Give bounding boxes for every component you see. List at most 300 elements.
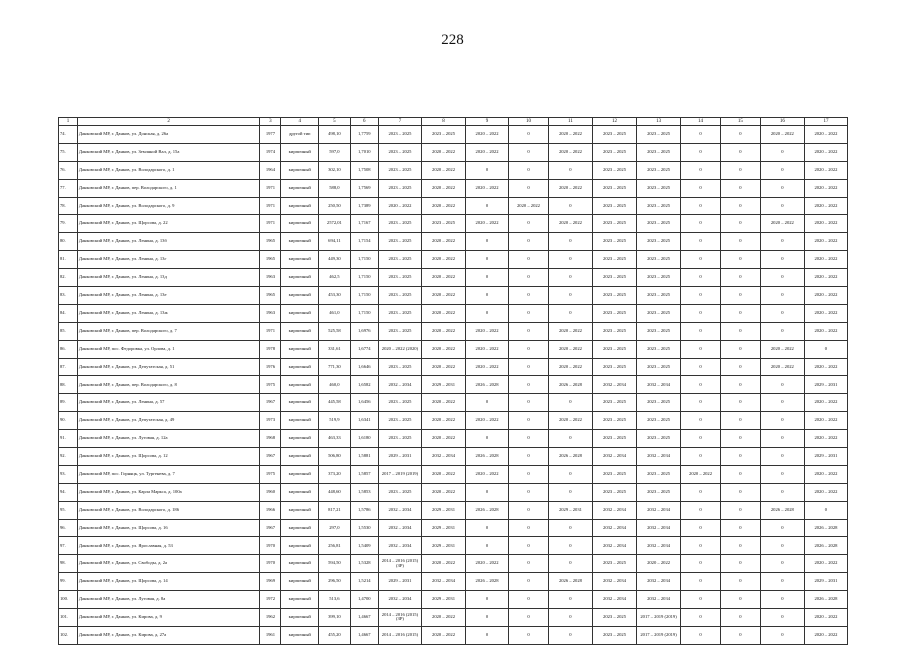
table-cell: 2020 – 2022 (421, 394, 465, 412)
table-cell: 2020 – 2022 (804, 287, 847, 305)
table-cell: 2032 – 2034 (592, 519, 636, 537)
table-cell: 0 (681, 358, 721, 376)
table-cell: 2026 – 2028 (466, 501, 509, 519)
table-cell: 1,7167 (350, 215, 378, 233)
table-cell: кирпичный (281, 161, 319, 179)
table-cell: 2020 – 2022 (466, 215, 509, 233)
table-cell: 0 (509, 465, 549, 483)
table-cell: 0 (720, 340, 760, 358)
table-cell: 0 (548, 430, 592, 448)
table-cell: 0 (548, 304, 592, 322)
table-row (59, 287, 848, 305)
table-cell: 2023 – 2025 (421, 215, 465, 233)
table-cell: 0 (760, 304, 804, 322)
table-cell: 102. (59, 626, 78, 644)
table-cell: 1,5409 (350, 537, 378, 555)
table-cell: 2020 – 2022 (466, 555, 509, 573)
table-cell: 0 (466, 483, 509, 501)
address-cell: Данковский МР, г. Данков, ул. Щорсова, д. 14 (77, 573, 260, 591)
table-cell: 0 (509, 519, 549, 537)
table-cell: 2023 – 2025 (637, 340, 681, 358)
table-cell: 0 (804, 340, 847, 358)
column-header: 14 (681, 118, 721, 126)
table-cell: 2023 – 2025 (592, 161, 636, 179)
address-cell: Данковский МР, пос. Федоровка, ул. Орлова, д. 1 (77, 340, 260, 358)
table-cell: 2023 – 2025 (378, 322, 421, 340)
table-cell: 2023 – 2025 (378, 126, 421, 144)
table-cell: кирпичный (281, 340, 319, 358)
table-cell: 101. (59, 609, 78, 627)
table-cell: 373,20 (319, 465, 350, 483)
table-cell: 0 (681, 340, 721, 358)
table-row (59, 322, 848, 340)
table-cell: 1970 (260, 555, 281, 573)
table-cell: 1,7508 (350, 161, 378, 179)
table-row (59, 483, 848, 501)
table-cell: 0 (681, 501, 721, 519)
table-cell: 88. (59, 376, 78, 394)
table-cell: 0 (760, 448, 804, 466)
table-cell: 1973 (260, 412, 281, 430)
table-cell: 1,4700 (350, 591, 378, 609)
table-cell: 525,58 (319, 322, 350, 340)
table-cell: 2023 – 2025 (637, 358, 681, 376)
table-cell: кирпичный (281, 483, 319, 501)
address-cell: Данковский МР, г. Данков, ул. Донская, д. 26а (77, 126, 260, 144)
table-cell: 2026 – 2028 (548, 448, 592, 466)
table-cell: 0 (760, 626, 804, 644)
table-cell: кирпичный (281, 143, 319, 161)
column-header: 4 (281, 118, 319, 126)
table-cell: 0 (548, 394, 592, 412)
table-cell: 0 (760, 555, 804, 573)
table-cell: 0 (681, 251, 721, 269)
table-cell: 2032 – 2034 (637, 448, 681, 466)
table-cell: 0 (681, 376, 721, 394)
table-cell: 76. (59, 161, 78, 179)
table-cell: 2020 – 2022 (378, 197, 421, 215)
table-cell: 2029 – 2031 (421, 537, 465, 555)
table-cell: 0 (548, 519, 592, 537)
table-row (59, 537, 848, 555)
table-cell: 2020 – 2022 (421, 161, 465, 179)
table-cell: 92. (59, 448, 78, 466)
table-cell: 2032 – 2034 (592, 376, 636, 394)
table-cell: 77. (59, 179, 78, 197)
table-cell: 0 (509, 412, 549, 430)
table-cell: 100. (59, 591, 78, 609)
table-cell: 0 (720, 430, 760, 448)
column-header: 5 (319, 118, 350, 126)
table-cell: 256,81 (319, 537, 350, 555)
table-cell: 0 (760, 269, 804, 287)
table-cell: 0 (760, 430, 804, 448)
table-row (59, 143, 848, 161)
table-cell: 2020 – 2022 (421, 251, 465, 269)
table-cell: 2023 – 2025 (421, 126, 465, 144)
table-cell: 2032 – 2034 (637, 591, 681, 609)
table-cell: 2020 – 2022 (466, 465, 509, 483)
table-cell: 0 (720, 555, 760, 573)
table-cell: 2020 – 2022 (804, 555, 847, 573)
table-cell: 1,6976 (350, 322, 378, 340)
table-cell: 0 (681, 519, 721, 537)
table-cell: 1967 (260, 394, 281, 412)
table-cell: 87. (59, 358, 78, 376)
table-cell: 0 (509, 626, 549, 644)
column-header: 3 (260, 118, 281, 126)
table-cell: 2572,01 (319, 215, 350, 233)
table-cell: 0 (509, 215, 549, 233)
table-row (59, 465, 848, 483)
table-cell: 2032 – 2034 (637, 376, 681, 394)
table-row (59, 197, 848, 215)
table-cell: 98. (59, 555, 78, 573)
table-cell: 97. (59, 537, 78, 555)
table-cell: 94. (59, 483, 78, 501)
table-row (59, 340, 848, 358)
table-cell: 453,30 (319, 287, 350, 305)
table-cell: 2023 – 2025 (592, 251, 636, 269)
table-cell: 2020 – 2022 (421, 179, 465, 197)
table-row (59, 179, 848, 197)
table-cell: 1,6341 (350, 412, 378, 430)
table-cell: 0 (681, 430, 721, 448)
table-cell: 0 (760, 376, 804, 394)
column-header: 15 (720, 118, 760, 126)
address-cell: Данковский МР, г. Данков, пер. Володарского, д. 8 (77, 376, 260, 394)
table-cell: 2023 – 2025 (592, 143, 636, 161)
table-cell: 2020 – 2022 (421, 287, 465, 305)
table-cell: 0 (720, 126, 760, 144)
page-number: 228 (441, 32, 464, 48)
table-cell: 2023 – 2025 (637, 161, 681, 179)
table-cell: 0 (681, 287, 721, 305)
table-cell: 1965 (260, 287, 281, 305)
table-cell: 74. (59, 126, 78, 144)
table-cell: 2023 – 2025 (637, 394, 681, 412)
table-cell: 2020 – 2022 (466, 143, 509, 161)
table-cell: 0 (509, 322, 549, 340)
table-cell: 2023 – 2025 (592, 555, 636, 573)
table-cell: 2023 – 2025 (592, 626, 636, 644)
table-cell: 1,7569 (350, 179, 378, 197)
table-cell: 1976 (260, 358, 281, 376)
table-cell: 2032 – 2034 (592, 537, 636, 555)
table-cell: 0 (681, 412, 721, 430)
table-cell: 0 (466, 251, 509, 269)
table-cell: 2023 – 2025 (592, 304, 636, 322)
table-cell: 1,7154 (350, 233, 378, 251)
table-cell: 0 (720, 269, 760, 287)
table-cell: 0 (681, 269, 721, 287)
table-cell: 0 (466, 287, 509, 305)
table-cell: 2014 – 2016 (2015) (ЗР) (378, 555, 421, 573)
table-cell: 2020 – 2022 (804, 322, 847, 340)
table-cell: 0 (509, 161, 549, 179)
table-cell: 2023 – 2025 (592, 394, 636, 412)
table-row (59, 251, 848, 269)
table-cell: 0 (548, 591, 592, 609)
table-cell: 0 (681, 555, 721, 573)
table-cell: 331,61 (319, 340, 350, 358)
table-cell: 0 (720, 448, 760, 466)
table-cell: 2023 – 2025 (637, 412, 681, 430)
table-cell: 2026 – 2028 (548, 573, 592, 591)
table-cell: 694,11 (319, 233, 350, 251)
table-cell: 2020 – 2022 (804, 215, 847, 233)
address-cell: Данковский МР, г. Данков, ул. Ленина, д. 13г (77, 251, 260, 269)
address-cell: Данковский МР, г. Данков, ул. Карла Маркса, д. 100а (77, 483, 260, 501)
table-cell: 0 (760, 483, 804, 501)
address-cell: Данковский МР, г. Данков, ул. Ленина, д. 57 (77, 394, 260, 412)
table-cell: 1961 (260, 626, 281, 644)
table-cell: 594,50 (319, 555, 350, 573)
register-table (58, 117, 848, 645)
table-cell: 399,10 (319, 609, 350, 627)
table-cell: 462,5 (319, 269, 350, 287)
table-cell: 0 (548, 269, 592, 287)
table-row (59, 376, 848, 394)
table-cell: 0 (681, 126, 721, 144)
table-cell: кирпичный (281, 430, 319, 448)
table-cell: 0 (548, 465, 592, 483)
table-cell: 2017 – 2019 (2019) (378, 465, 421, 483)
table-cell: 2020 – 2022 (804, 126, 847, 144)
address-cell: Данковский МР, г. Данков, ул. Кирова, д. 9 (77, 609, 260, 627)
table-cell: кирпичный (281, 287, 319, 305)
table-cell: 0 (509, 233, 549, 251)
column-header: 6 (350, 118, 378, 126)
table-cell: 1967 (260, 519, 281, 537)
table-cell: 0 (681, 179, 721, 197)
table-cell: 2023 – 2025 (592, 126, 636, 144)
table-cell: 2020 – 2022 (421, 555, 465, 573)
table-cell: 2023 – 2025 (592, 412, 636, 430)
table-cell: 0 (681, 609, 721, 627)
table-row (59, 394, 848, 412)
table-cell: 0 (548, 609, 592, 627)
table-cell: 0 (720, 412, 760, 430)
table-cell: кирпичный (281, 358, 319, 376)
table-cell: 1,7010 (350, 143, 378, 161)
address-cell: Данковский МР, г. Данков, ул. Володарского, д. 9 (77, 197, 260, 215)
table-cell: 2032 – 2034 (378, 537, 421, 555)
table-cell: 2023 – 2025 (592, 483, 636, 501)
table-cell: другой тип (281, 126, 319, 144)
table-cell: 2023 – 2025 (592, 465, 636, 483)
table-cell: 0 (681, 322, 721, 340)
table-cell: 2020 – 2022 (760, 215, 804, 233)
table-cell: 0 (760, 233, 804, 251)
table-cell: кирпичный (281, 519, 319, 537)
table-cell: 2023 – 2025 (637, 322, 681, 340)
address-cell: Данковский МР, г. Данков, ул. Ленина, д. 13д (77, 269, 260, 287)
table-cell: 448,60 (319, 483, 350, 501)
table-cell: 2017 – 2019 (2019) (637, 626, 681, 644)
table-cell: 2026 – 2028 (804, 591, 847, 609)
table-cell: 0 (509, 304, 549, 322)
table-cell: 2020 – 2022 (804, 304, 847, 322)
table-cell: 0 (466, 269, 509, 287)
table-cell: 506,80 (319, 448, 350, 466)
table-cell: 498,10 (319, 126, 350, 144)
table-cell: 296,50 (319, 573, 350, 591)
table-cell: 2032 – 2034 (592, 573, 636, 591)
table-cell: кирпичный (281, 215, 319, 233)
table-cell: 2026 – 2028 (760, 501, 804, 519)
table-cell: 1,6180 (350, 430, 378, 448)
table-cell: 1,4667 (350, 626, 378, 644)
table-row (59, 626, 848, 644)
table-cell: 0 (681, 143, 721, 161)
table-cell: 2029 – 2031 (804, 376, 847, 394)
table-cell: 1,7150 (350, 251, 378, 269)
table-cell: 81. (59, 251, 78, 269)
table-cell: 1971 (260, 215, 281, 233)
column-header: 16 (760, 118, 804, 126)
table-cell: 2026 – 2028 (466, 573, 509, 591)
address-cell: Данковский МР, г. Данков, ул. Щорсова, д. 22 (77, 215, 260, 233)
table-cell: 1974 (260, 143, 281, 161)
table-cell: 2020 – 2022 (466, 340, 509, 358)
table-cell: 2032 – 2034 (421, 573, 465, 591)
table-cell: 0 (509, 340, 549, 358)
table-cell: 1960 (260, 483, 281, 501)
table-cell: 2023 – 2025 (378, 269, 421, 287)
table-cell: 0 (548, 233, 592, 251)
table-cell: 0 (509, 591, 549, 609)
table-cell: 90. (59, 412, 78, 430)
table-cell: 2020 – 2022 (548, 179, 592, 197)
table-cell: кирпичный (281, 376, 319, 394)
table-cell: кирпичный (281, 269, 319, 287)
table-cell: 0 (760, 143, 804, 161)
table-cell: 2026 – 2028 (466, 376, 509, 394)
table-cell: 2023 – 2025 (592, 269, 636, 287)
table-cell: 0 (509, 143, 549, 161)
table-cell: 0 (760, 161, 804, 179)
table-cell: 2020 – 2022 (421, 358, 465, 376)
table-cell: 2023 – 2025 (592, 340, 636, 358)
table-cell: 455,20 (319, 626, 350, 644)
table-cell: 2023 – 2025 (592, 358, 636, 376)
table-cell: 2023 – 2025 (637, 304, 681, 322)
table-cell: 2020 – 2022 (804, 430, 847, 448)
table-cell: 1963 (260, 304, 281, 322)
table-cell: 0 (720, 161, 760, 179)
table-cell: 2032 – 2034 (592, 501, 636, 519)
table-cell: 1,6646 (350, 358, 378, 376)
table-cell: 2020 – 2022 (421, 197, 465, 215)
table-cell: 2020 – 2022 (804, 609, 847, 627)
table-cell: 0 (466, 197, 509, 215)
table-cell: 2020 – 2022 (804, 358, 847, 376)
table-cell: 2023 – 2025 (378, 287, 421, 305)
table-cell: 0 (509, 179, 549, 197)
table-cell: 2020 – 2022 (804, 483, 847, 501)
table-cell: 2023 – 2025 (637, 233, 681, 251)
address-cell: Данковский МР, г. Данков, ул. Ленина, д. 13ж (77, 304, 260, 322)
table-body (59, 126, 848, 645)
table-cell: 1965 (260, 251, 281, 269)
table-cell: 1975 (260, 376, 281, 394)
address-cell: Данковский МР, г. Данков, ул. Володарского, д. 1 (77, 161, 260, 179)
table-cell: 2020 – 2022 (421, 430, 465, 448)
table-cell: 2020 – 2022 (421, 233, 465, 251)
address-cell: Данковский МР, г. Данков, ул. Депутатская, д. 51 (77, 358, 260, 376)
table-cell: 2032 – 2034 (637, 537, 681, 555)
table-cell: 2020 – 2022 (421, 483, 465, 501)
column-header: 11 (548, 118, 592, 126)
address-cell: Данковский МР, г. Данков, ул. Ленина, д. 13б (77, 233, 260, 251)
table-cell: 0 (760, 465, 804, 483)
table-cell: 0 (760, 537, 804, 555)
table-cell: 2020 – 2022 (804, 233, 847, 251)
table-cell: 0 (720, 251, 760, 269)
table-row (59, 126, 848, 144)
address-cell: Данковский МР, г. Данков, пер. Володарского, д. 7 (77, 322, 260, 340)
table-cell: 2026 – 2028 (804, 537, 847, 555)
table-cell: 513,6 (319, 591, 350, 609)
table-cell: 2023 – 2025 (592, 609, 636, 627)
table-row (59, 358, 848, 376)
table-cell: 89. (59, 394, 78, 412)
table-cell: 0 (720, 609, 760, 627)
table-cell: 82. (59, 269, 78, 287)
column-header: 9 (466, 118, 509, 126)
table-cell: кирпичный (281, 465, 319, 483)
table-cell: кирпичный (281, 251, 319, 269)
table-cell: 0 (720, 287, 760, 305)
address-cell: Данковский МР, г. Данков, ул. Ярославная, д. 53 (77, 537, 260, 555)
table-cell: 2020 – 2022 (466, 322, 509, 340)
table-cell: 2020 – 2022 (421, 269, 465, 287)
table-cell: 2023 – 2025 (637, 197, 681, 215)
table-cell: 1,7150 (350, 269, 378, 287)
table-cell: 0 (509, 251, 549, 269)
table-cell: 78. (59, 197, 78, 215)
table-cell: 2032 – 2034 (378, 519, 421, 537)
table-cell: 0 (466, 537, 509, 555)
table-cell: 463,33 (319, 430, 350, 448)
table-row (59, 269, 848, 287)
table-cell: 1,5881 (350, 448, 378, 466)
address-cell: Данковский МР, г. Данков, ул. Щорсова, д. 16 (77, 519, 260, 537)
table-cell: кирпичный (281, 537, 319, 555)
table-cell: 0 (720, 376, 760, 394)
table-cell: 2020 – 2022 (421, 304, 465, 322)
table-cell: 2020 – 2022 (804, 626, 847, 644)
table-cell: 1971 (260, 179, 281, 197)
table-cell: 2023 – 2025 (637, 126, 681, 144)
table-row (59, 215, 848, 233)
table-cell: 0 (509, 376, 549, 394)
table-cell: 1,7150 (350, 287, 378, 305)
table-cell: 0 (720, 483, 760, 501)
table-cell: 250,50 (319, 197, 350, 215)
table-cell: 2023 – 2025 (378, 233, 421, 251)
table-cell: 2023 – 2025 (378, 430, 421, 448)
table-cell: 0 (720, 322, 760, 340)
table-cell: 1963 (260, 269, 281, 287)
table-cell: 0 (760, 394, 804, 412)
table-cell: 2020 – 2022 (466, 179, 509, 197)
table-cell: 0 (681, 197, 721, 215)
table-cell: 0 (509, 501, 549, 519)
table-cell: 0 (509, 573, 549, 591)
table-cell: 2026 – 2028 (548, 376, 592, 394)
